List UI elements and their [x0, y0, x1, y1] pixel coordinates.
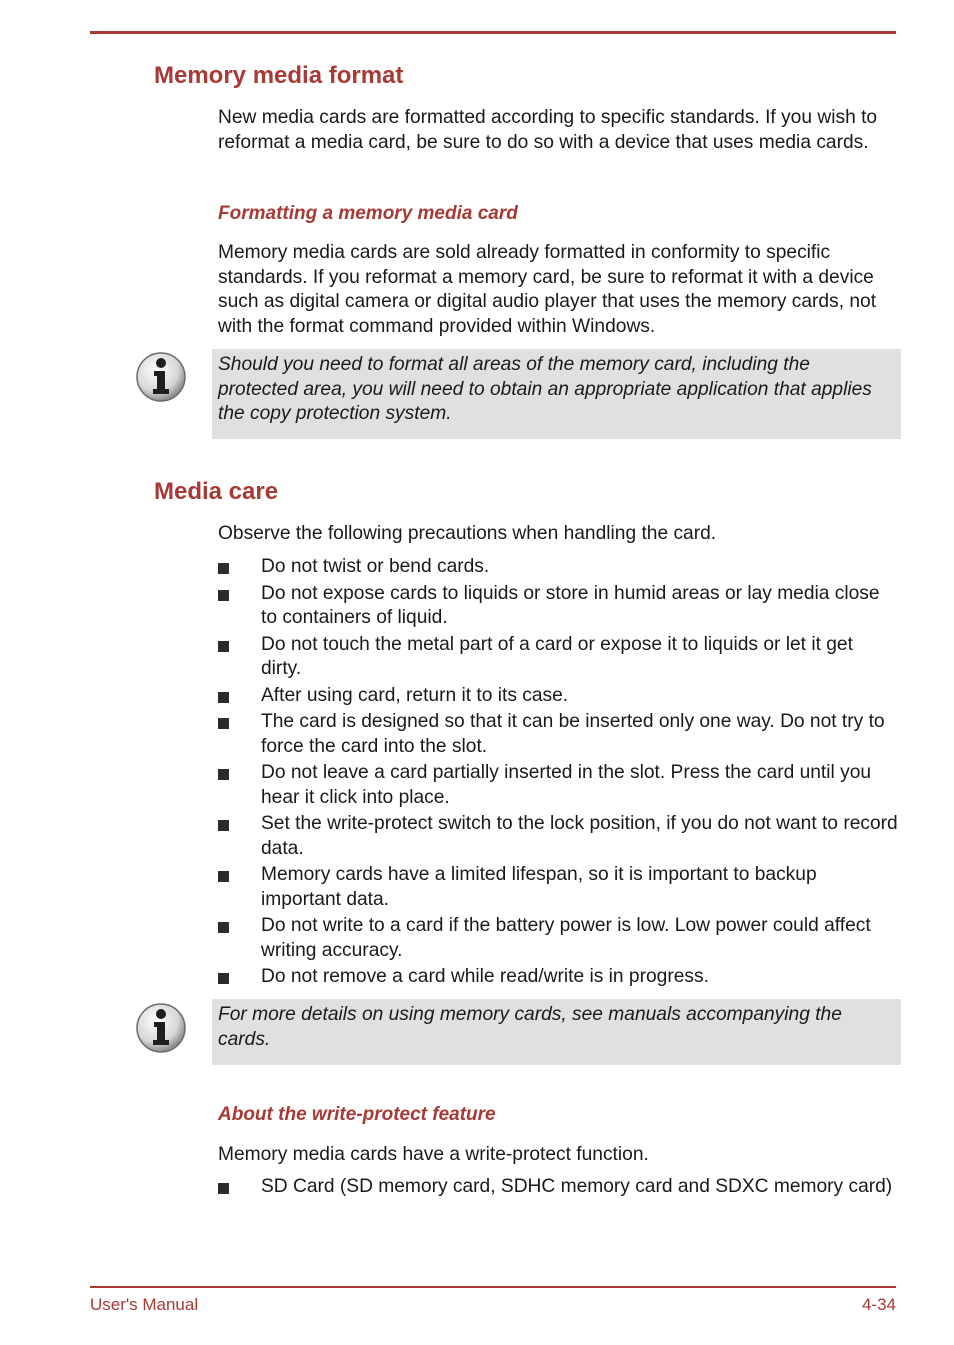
top-rule	[90, 31, 896, 34]
list-item: Memory cards have a limited lifespan, so it is important to backup important data.	[218, 863, 898, 912]
note-text-format: Should you need to format all areas of the memory card, including the protected area, you will need to obtain an appropriate application that applies the copy protection system.	[218, 354, 872, 424]
bottom-rule	[90, 1286, 896, 1288]
list-item: Set the write-protect switch to the lock position, if you do not want to record data.	[218, 812, 898, 861]
footer-page-number: 4-34	[861, 1295, 896, 1314]
media-care-intro: Observe the following precautions when handling the card.	[218, 523, 717, 544]
bullet-square-icon	[218, 922, 229, 933]
section-title-memory-format: Memory media format	[154, 62, 404, 89]
bullet-square-icon	[218, 641, 229, 652]
write-protect-list	[218, 1175, 898, 1202]
list-item: SD Card (SD memory card, SDHC memory card and SDXC memory card)	[218, 1175, 898, 1200]
bullet-square-icon	[218, 1183, 229, 1194]
bullet-square-icon	[218, 769, 229, 780]
write-protect-intro: Memory media cards have a write-protect function.	[218, 1144, 649, 1165]
list-item: Do not write to a card if the battery power is low. Low power could affect writing accuracy.	[218, 914, 898, 963]
section-title-media-care: Media care	[154, 478, 279, 505]
bullet-square-icon	[218, 820, 229, 831]
list-item: The card is designed so that it can be inserted only one way. Do not try to force the card into the slot.	[218, 710, 898, 759]
info-icon	[135, 1002, 187, 1054]
note-box-media-care	[212, 999, 901, 1065]
bullet-square-icon	[218, 563, 229, 574]
list-item: Do not twist or bend cards.	[218, 555, 898, 580]
list-item: After using card, return it to its case.	[218, 684, 898, 709]
footer-manual-label: User's Manual	[90, 1295, 199, 1314]
subheading-formatting: Formatting a memory media card	[218, 203, 518, 224]
list-item: Do not remove a card while read/write is in progress.	[218, 965, 898, 990]
bullet-square-icon	[218, 718, 229, 729]
info-icon	[135, 351, 187, 403]
bullet-square-icon	[218, 973, 229, 984]
note-box-format	[212, 349, 901, 439]
list-item: Do not leave a card partially inserted in the slot. Press the card until you hear it click into place.	[218, 761, 898, 810]
subheading-write-protect: About the write-protect feature	[218, 1104, 496, 1125]
list-item: Do not touch the metal part of a card or expose it to liquids or let it get dirty.	[218, 633, 898, 682]
bullet-square-icon	[218, 590, 229, 601]
formatting-body: Memory media cards are sold already formatted in conformity to specific standards. If you reformat a memory card, be sure to reformat it with a device such as digital camera or digital audio player that uses the memory cards, not with the format command provided within Windows.	[218, 242, 877, 337]
media-care-list	[218, 555, 898, 992]
list-item: Do not expose cards to liquids or store in humid areas or lay media close to containers of liquid.	[218, 582, 898, 631]
bullet-square-icon	[218, 692, 229, 703]
bullet-square-icon	[218, 871, 229, 882]
note-text-media-care: For more details on using memory cards, see manuals accompanying the cards.	[218, 1004, 842, 1050]
memory-format-intro: New media cards are formatted according to specific standards. If you wish to reformat a media card, be sure to do so with a device that uses media cards.	[218, 107, 878, 153]
